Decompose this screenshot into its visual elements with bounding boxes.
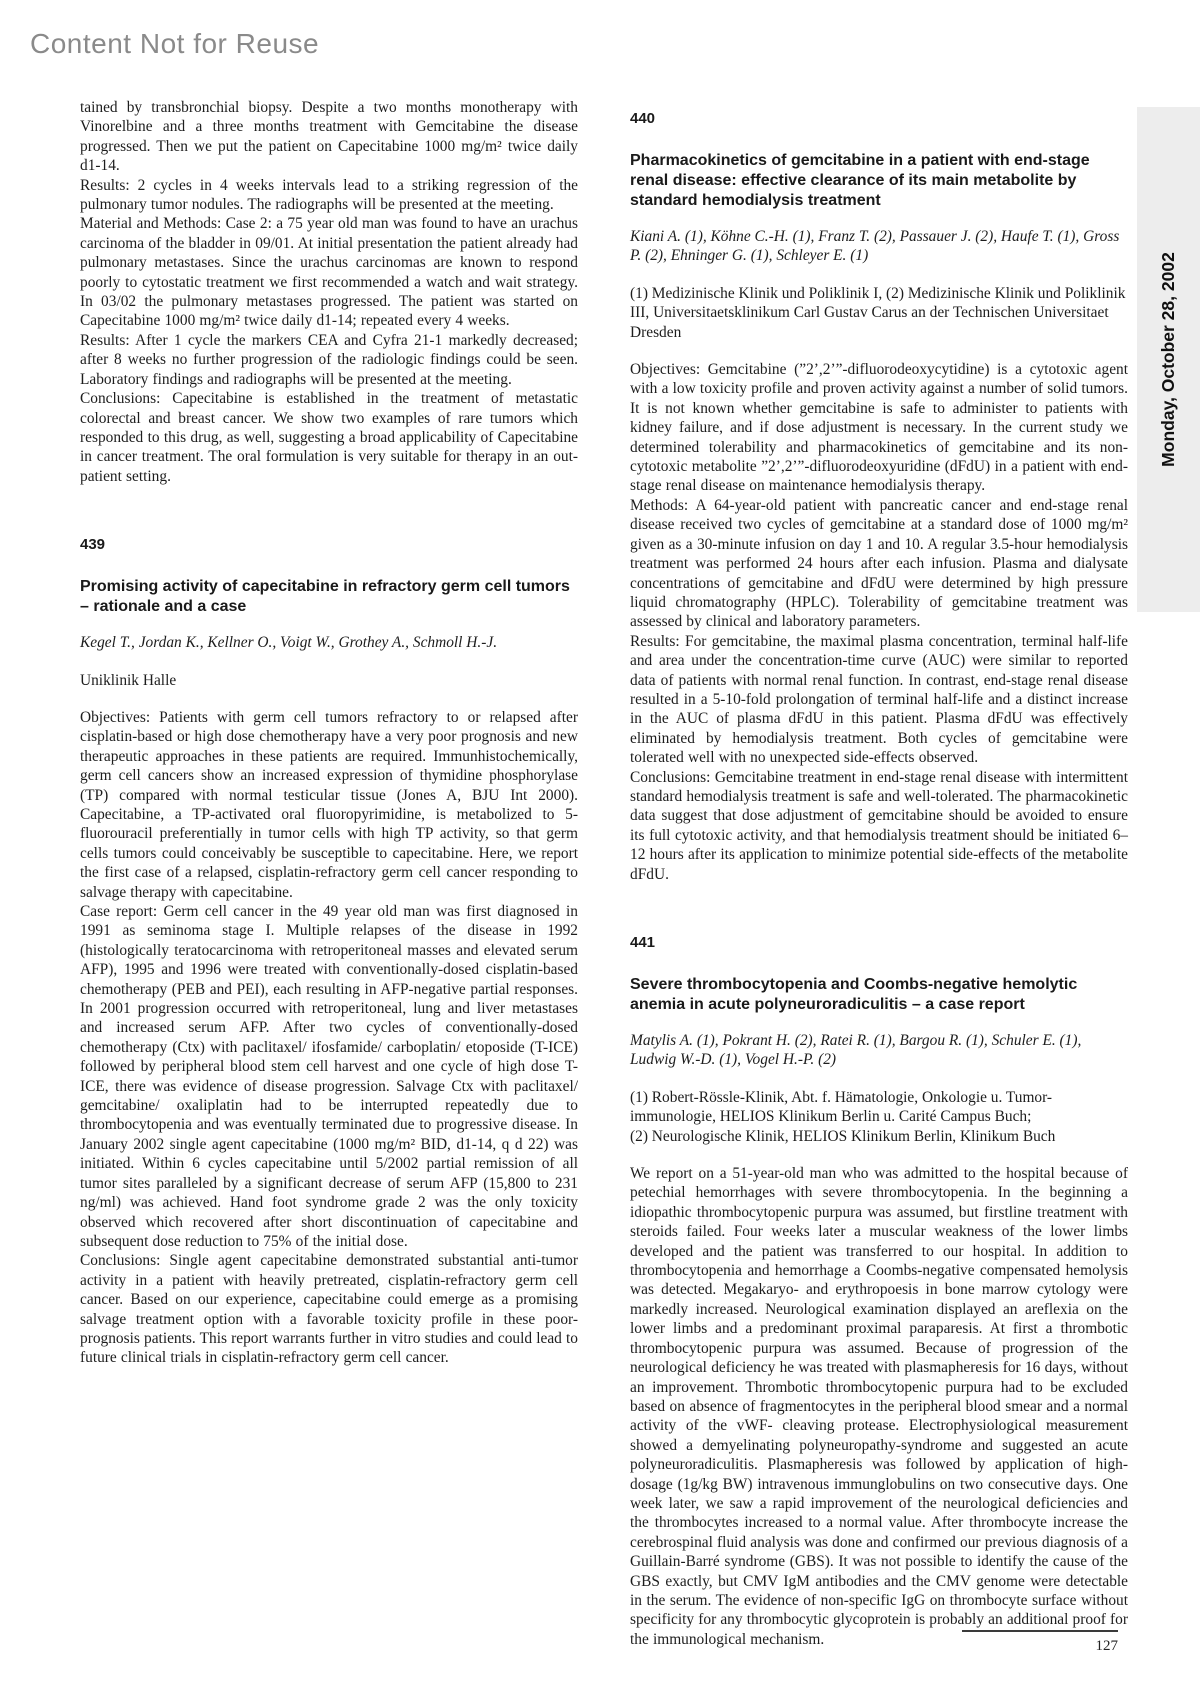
abstract-paragraph: Objectives: Patients with germ cell tumors refractory to or relapsed after cisplatin-based or high dose chemotherapy have a very poor prognosis and new therapeutic approaches in these patients are required. Immunhistochemically, germ cell cancers show an increased expression of thymidine phosphorylase (TP) compared with normal testicular tissue (Jones A, BJU Int 2000). Capecitabine, a TP-activated oral fluoropyrimidine, is metabolized to 5-fluorouracil preferentially in tumor cells with high TP activity, so that germ cells tumors could conceivably be susceptible to capecitabine. Here, we report the first case of a relapsed, cisplatin-refractory germ cell cancer responding to salvage therapy with capecitabine. [80,708,578,901]
watermark-text: Content Not for Reuse [30,28,320,59]
page-footer [962,1630,1118,1655]
abstract-affiliation: Uniklinik Halle [80,671,177,689]
abstract-number: 441 [630,934,656,951]
abstract-affiliation: (1) Medizinische Klinik und Poliklinik I, (2) Medizinische Klinik und Poliklinik III, Universitaetsklinikum Carl Gustav Carus an der Technischen Universitaet Dresden [630,284,1126,341]
abstract-441 [630,934,1128,1649]
abstract-authors: Kiani A. (1), Köhne C.-H. (1), Franz T. (2), Passauer J. (2), Haufe T. (1), Gross P. (2), Ehninger G. (1), Schleyer E. (1) [630,228,1120,265]
abstract-paragraph: Results: After 1 cycle the markers CEA and Cyfra 21-1 markedly decreased; after 8 weeks no further progression of the radiologic findings could be seen. Laboratory findings and radiographs will be presented at the meeting. [80,331,578,388]
abstract-paragraph: Conclusions: Gemcitabine treatment in end-stage renal disease with intermittent standard hemodialysis treatment is safe and well-tolerated. The pharmacokinetic data suggest that dose adjustment of gemcitabine should be avoided to ensure its full cytotoxic activity, and that hemodialysis treatment should be initiated 6–12 hours after its application to minimize potential side-effects of the metabolite dFdU. [630,768,1128,883]
abstract-paragraph: Results: 2 cycles in 4 weeks intervals lead to a striking regression of the pulmonary tumor nodules. The radiographs will be presented at the meeting. [80,176,578,214]
abstract-affiliation-line: (1) Robert-Rössle-Klinik, Abt. f. Hämatologie, Onkologie u. Tumor-immunologie, HELIOS Klinikum Berlin u. Carité Campus Buch; [630,1088,1053,1126]
abstract-number: 440 [630,110,656,127]
page-number: 127 [1095,1638,1118,1654]
footer-rule [962,1630,1118,1632]
abstract-title: Pharmacokinetics of gemcitabine in a patient with end-stage renal disease: effective clearance of its main metabolite by standard hemodialysis treatment [630,152,1090,209]
abstract-paragraph: Methods: A 64-year-old patient with pancreatic cancer and end-stage renal disease received two cycles of gemcitabine at a standard dose of 1000 mg/m² given as a 30-minute infusion on day 1 and 10. A regular 3.5-hour hemodialysis treatment was performed 24 hours after each infusion. Plasma and dialysate concentrations of gemcitabine and dFdU were determined by high pressure liquid chromatography (HPLC). Tolerability of gemcitabine treatment was assessed by clinical and laboratory parameters. [630,496,1128,631]
right-column [630,98,1128,1649]
abstract-439 [80,536,578,1368]
abstract-number: 439 [80,536,106,554]
left-column [80,98,578,1368]
date-sidebar [1137,107,1200,612]
abstract-paragraph: Conclusions: Capecitabine is established in the treatment of metastatic colorectal and breast cancer. We show two examples of rare tumors which responded to this drug, as well, suggesting a broad applicability of Capecitabine in cancer treatment. The oral formulation is very suitable for therapy in an out-patient setting. [80,390,578,485]
abstract-title: Promising activity of capecitabine in refractory germ cell tumors – rationale and a case [80,578,570,616]
abstract-paragraph: tained by transbronchial biopsy. Despite a two months monotherapy with Vinorelbine and a three months treatment with Gemcitabine the disease progressed. Then we put the patient on Capecitabine 1000 mg/m² twice daily d1-14. [80,99,578,175]
abstract-title: Severe thrombocytopenia and Coombs-negative hemolytic anemia in acute polyneuroradiculitis – a case report [630,976,1078,1013]
abstract-paragraph: Objectives: Gemcitabine (”2’,2’”-difluorodeoxycytidine) is a cytotoxic agent with a low toxicity profile and proven activity against a number of solid tumors. It is not known whether gemcitabine is safe to administer to patients with kidney failure, and if dose adjustment is necessary. In the current study we determined tolerability and pharmacokinetics of gemcitabine and its non-cytotoxic metabolite ”2’,2’”-difluorodeoxyuridine (dFdU) in a patient with end-stage renal disease on maintenance hemodialysis therapy. [630,361,1128,495]
abstract-paragraph: Case report: Germ cell cancer in the 49 year old man was first diagnosed in 1991 as seminoma stage I. Multiple relapses of the disease in 1992 (histologically teratocarcinoma with retroperitoneal masses and elevated serum AFP), 1995 and 1996 were treated with conventionally-dosed cisplatin-based chemotherapy (PEB and PEI), each resulting in AFP-negative partial responses. In 2001 progression occurred with retroperitoneal, lung and liver metastases and increased serum AFP. After two cycles of conventionally-dosed chemotherapy (Ctx) with paclitaxel/ ifosfamide/ carboplatin/ etoposide (T-ICE) followed by peripheral blood stem cell harvest and one cycle of high dose T-ICE, there was evidence of disease progression. Salvage Ctx with paclitaxel/ gemcitabine/ oxaliplatin had to be interrupted repeatedly due to thrombocytopenia and was eventually terminated due to progressive disease. In January 2002 single agent capecitabine (1000 mg/m² BID, d1-14, q d 22) was initiated. Within 6 cycles capecitabine until 5/2002 partial remission of all tumor sites paralleled by a significant decrease of serum AFP (15,800 to 231 ng/ml) was achieved. Hand foot syndrome grade 2 was the only toxicity observed which recovered after short discontinuation of capecitabine and subsequent dose reduction to 75% of the initial dose. [80,903,578,1250]
abstract-440 [630,110,1128,884]
abstract-paragraph: Results: For gemcitabine, the maximal plasma concentration, terminal half-life and area under the concentration-time curve (AUC) were similar to reported data of patients with normal renal function. In contrast, end-stage renal disease resulted in a 5-10-fold prolongation of terminal half-life and a distinct increase in the AUC of plasma dFdU in this patient. Plasma dFdU was effectively eliminated by hemodialysis treatment. Both cycles of gemcitabine were tolerated well with no unexpected side-effects observed. [630,632,1128,767]
date-label: Monday, October 28, 2002 [1158,252,1178,467]
abstract-paragraph: Conclusions: Single agent capecitabine demonstrated substantial anti-tumor activity in a patient with heavily pretreated, cisplatin-refractory germ cell cancer. Based on our experience, capecitabine could emerge as a promising salvage treatment option with a favorable toxicity profile in these poor-prognosis patients. This report warrants further in vitro studies and could lead to future clinical trials in cisplatin-refractory germ cell cancer. [80,1252,578,1367]
abstract-paragraph: We report on a 51-year-old man who was admitted to the hospital because of petechial hemorrhages with severe thrombocytopenia. In the beginning a idiopathic thrombocytopenic purpura was assumed, but firstline treatment with steroids failed. Four weeks later a muscular weakness of the lower limbs developed and the patient was transferred to our hospital. In addition to thrombocytopenia and hemorrhage a Coombs-negative compensated hemolysis was detected. Megakaryo- and erythropoesis in bone marrow cytology were markedly increased. Neurological examination displayed an areflexia on the lower limbs and a predominant proximal paraparesis. At first a thrombotic thrombocytopenic purpura was assumed. Because of progression of the neurological deficiency he was treated with plasmapheresis for 16 days, without an improvement. Thrombotic thrombocytopenic purpura had to be excluded based on absence of fragmentocytes in the peripheral blood smear and a normal activity of the vWF- cleaving protease. Electrophysiological measurement showed a demyelinating polyneuropathy-syndrome and suggested an acute polyneuroradiculitis. Plasmapheresis was followed by application of high-dosage (1g/kg BW) intravenous immunglobulins on two consecutive days. One week later, we saw a rapid improvement of the neurological deficiencies and the thrombocytes increased to a normal value. After thrombocyte increase the cerebrospinal fluid analysis was done and confirmed our previous diagnosis of a Guillain-Barré syndrome (GBS). It was not possible to identify the cause of the GBS exactly, but CMV IgM antibodies and the CMV genome were detectable in the serum. The evidence of non-specific IgG on thrombocyte surface without specificity for any thrombocytic glycoprotein is probably an additional proof for the immunological mechanism. [630,1165,1128,1648]
abstract-paragraph: Material and Methods: Case 2: a 75 year old man was found to have an urachus carcinoma of the bladder in 09/01. At initial presentation the patient already had pulmonary metastases. Since the urachus carcinomas are known to respond poorly to cytostatic treatment we first recommended a watch and wait strategy. In 03/02 the pulmonary metastases progressed. The patient was started on Capecitabine 1000 mg/m² twice daily d1-14; repeated every 4 weeks. [80,215,578,330]
abstract-authors: Kegel T., Jordan K., Kellner O., Voigt W., Grothey A., Schmoll H.-J. [80,634,498,652]
abstract-438-continued [80,98,578,486]
abstract-affiliation-line: (2) Neurologische Klinik, HELIOS Klinikum Berlin, Klinikum Buch [630,1127,1056,1145]
abstract-authors: Matylis A. (1), Pokrant H. (2), Ratei R. (1), Bargou R. (1), Schuler E. (1), Ludwig W.-D. (1), Vogel H.-P. (2) [630,1032,1082,1069]
